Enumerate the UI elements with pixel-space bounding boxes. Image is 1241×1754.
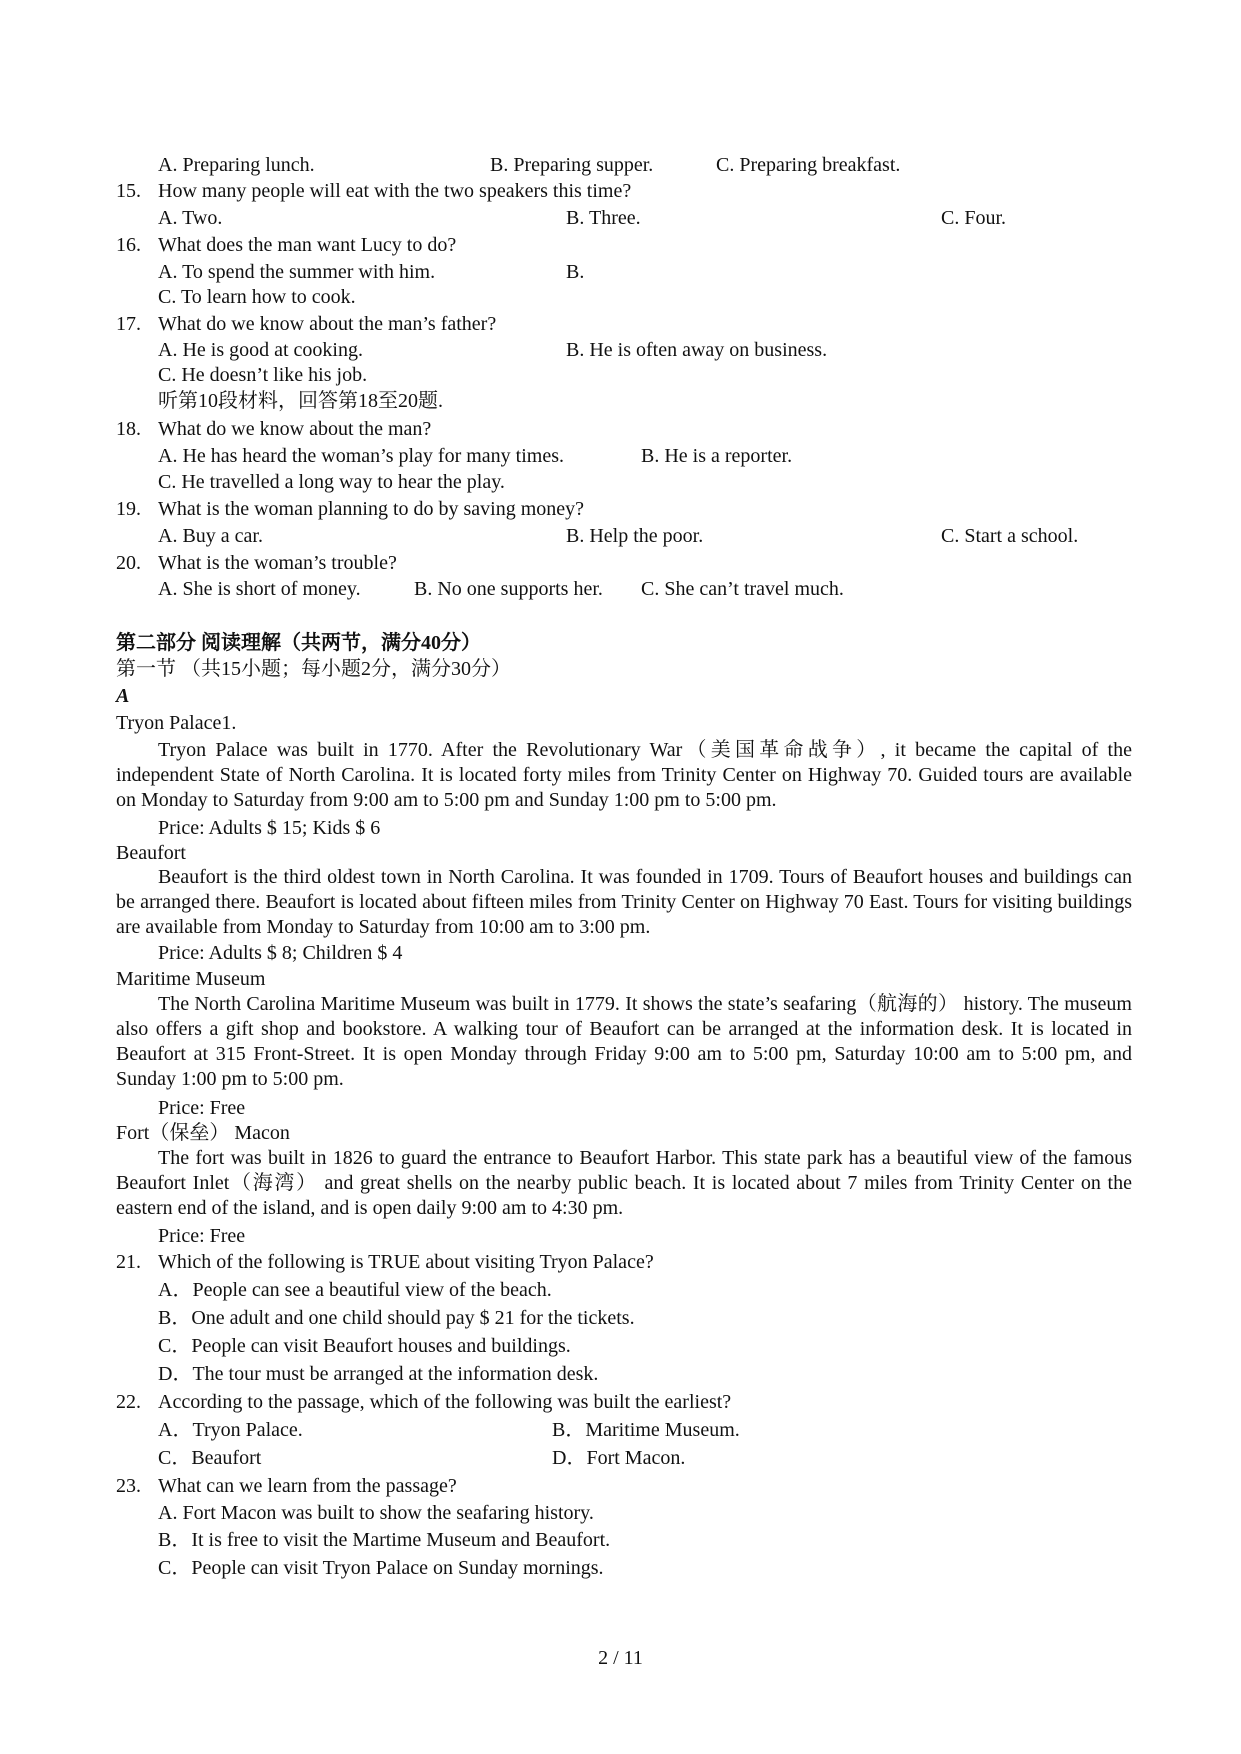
tryon-price: Price: Adults $ 15; Kids $ 6 (158, 817, 381, 839)
q17-number: 17. (116, 313, 141, 335)
q18-option-c: C. He travelled a long way to hear the play. (158, 471, 505, 493)
beaufort-body: Beaufort is the third oldest town in North Carolina. It was founded in 1709. Tours of Beaufort houses and buildings can be arranged there. Beaufort is located about fifteen miles from Trinity Center on Highway 70 East. Tours for visiting buildings are available from Monday to Saturday from 10:00 am to 3:00 pm. (116, 866, 1132, 938)
q18-number: 18. (116, 418, 141, 440)
q16-number: 16. (116, 234, 141, 256)
q15-number: 15. (116, 180, 141, 202)
q16-option-c: C. To learn how to cook. (158, 286, 356, 308)
q21-option-b: B．One adult and one child should pay $ 21 for the tickets. (158, 1307, 635, 1329)
page-number: 2 / 11 (598, 1647, 643, 1669)
q19-question: What is the woman planning to do by saving money? (158, 498, 585, 520)
maritime-body: The North Carolina Maritime Museum was built in 1779. It shows the state’s seafaring（航海的） history. The museum also offers a gift shop and bookstore. A walking tour of Beaufort can be arranged at the information desk. It is located in Beaufort at 315 Front-Street. It is open Monday through Friday 9:00 am to 5:00 pm, Saturday 10:00 am to 5:00 pm, and Sunday 1:00 pm to 5:00 pm. (116, 993, 1132, 1090)
q14-option-b: B. Preparing supper. (490, 154, 654, 176)
q22-option-a: A．Tryon Palace. (158, 1419, 303, 1441)
maritime-price: Price: Free (158, 1097, 246, 1119)
section-title: 第一节 （共15小题；每小题2分，满分30分） (116, 658, 511, 680)
instruction-10: 听第10段材料，回答第18至20题. (158, 390, 443, 412)
q14-option-a: A. Preparing lunch. (158, 154, 315, 176)
q23-option-c: C．People can visit Tryon Palace on Sunday mornings. (158, 1557, 604, 1579)
q21-question: Which of the following is TRUE about visiting Tryon Palace? (158, 1251, 654, 1273)
q20-question: What is the woman’s trouble? (158, 552, 397, 574)
q19-number: 19. (116, 498, 141, 520)
q14-option-c: C. Preparing breakfast. (716, 154, 901, 176)
q21-option-c: C．People can visit Beaufort houses and buildings. (158, 1335, 571, 1357)
q19-option-a: A. Buy a car. (158, 525, 263, 547)
part-title: 第二部分 阅读理解（共两节，满分40分） (116, 632, 481, 654)
q19-option-b: B. Help the poor. (566, 525, 704, 547)
q20-option-a: A. She is short of money. (158, 578, 361, 600)
tryon-heading: Tryon Palace1. (116, 712, 237, 734)
q18-option-a: A. He has heard the woman’s play for many times. (158, 445, 565, 467)
fort-price: Price: Free (158, 1225, 246, 1247)
q17-option-c: C. He doesn’t like his job. (158, 364, 368, 386)
q20-option-b: B. No one supports her. (414, 578, 603, 600)
q17-question: What do we know about the man’s father? (158, 313, 497, 335)
q17-option-b: B. He is often away on business. (566, 339, 828, 361)
q16-option-a: A. To spend the summer with him. (158, 261, 436, 283)
passage-letter: A (116, 685, 130, 707)
q20-number: 20. (116, 552, 141, 574)
q15-option-c: C. Four. (941, 207, 1007, 229)
beaufort-heading: Beaufort (116, 842, 186, 864)
q22-option-b: B．Maritime Museum. (552, 1419, 740, 1441)
q22-option-d: D．Fort Macon. (552, 1447, 686, 1469)
q18-option-b: B. He is a reporter. (641, 445, 793, 467)
tryon-body: Tryon Palace was built in 1770. After the Revolutionary War（美国革命战争）, it became the capital of the independent State of North Carolina. It is located forty miles from Trinity Center on Highway 70. Guided tours are available on Monday to Saturday from 9:00 am to 5:00 pm and Sunday 1:00 pm to 5:00 pm. (116, 739, 1132, 811)
q23-question: What can we learn from the passage? (158, 1475, 457, 1497)
q22-question: According to the passage, which of the following was built the earliest? (158, 1391, 732, 1413)
q16-question: What does the man want Lucy to do? (158, 234, 457, 256)
q23-number: 23. (116, 1475, 141, 1497)
q15-option-b: B. Three. (566, 207, 641, 229)
q22-number: 22. (116, 1391, 141, 1413)
fort-heading: Fort（保垒） Macon (116, 1122, 290, 1144)
q16-option-b: B. (566, 261, 585, 283)
q18-question: What do we know about the man? (158, 418, 432, 440)
q17-option-a: A. He is good at cooking. (158, 339, 363, 361)
q21-number: 21. (116, 1251, 141, 1273)
q15-question: How many people will eat with the two speakers this time? (158, 180, 632, 202)
beaufort-price: Price: Adults $ 8; Children $ 4 (158, 942, 403, 964)
maritime-heading: Maritime Museum (116, 968, 266, 990)
q21-option-a: A．People can see a beautiful view of the beach. (158, 1279, 552, 1301)
fort-body: The fort was built in 1826 to guard the entrance to Beaufort Harbor. This state park has a beautiful view of the famous Beaufort Inlet（海湾） and great shells on the nearby public beach. It is located about 7 miles from Trinity Center on the eastern end of the island, and is open daily 9:00 am to 4:30 pm. (116, 1147, 1132, 1219)
q23-option-a: A. Fort Macon was built to show the seafaring history. (158, 1502, 594, 1524)
q22-option-c: C．Beaufort (158, 1447, 262, 1469)
q20-option-c: C. She can’t travel much. (641, 578, 844, 600)
q15-option-a: A. Two. (158, 207, 223, 229)
q23-option-b: B．It is free to visit the Martime Museum and Beaufort. (158, 1529, 611, 1551)
q19-option-c: C. Start a school. (941, 525, 1079, 547)
q21-option-d: D．The tour must be arranged at the information desk. (158, 1363, 599, 1385)
